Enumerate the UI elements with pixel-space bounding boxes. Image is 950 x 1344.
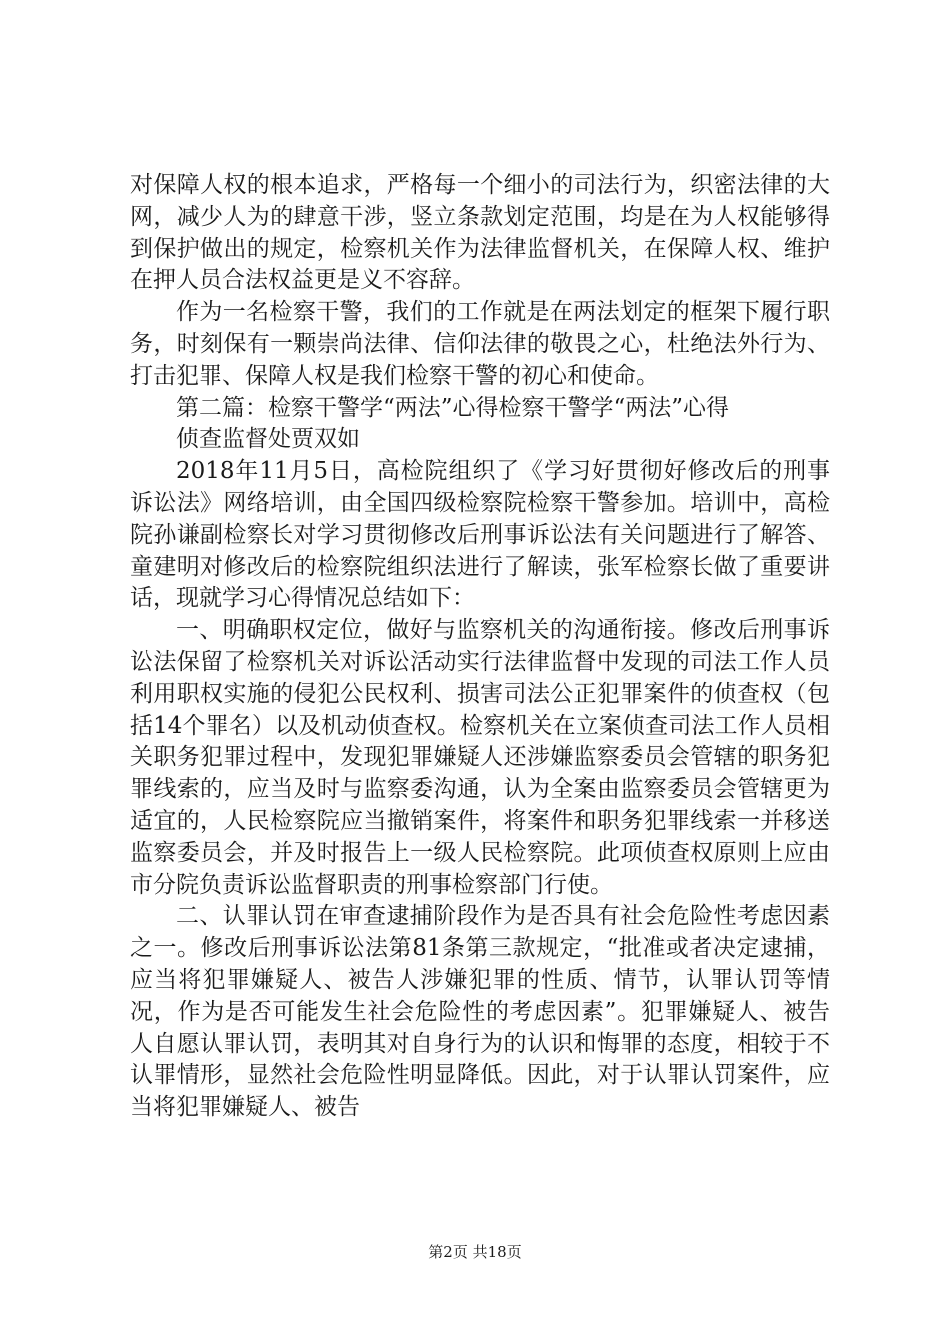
paragraph-continuation: 对保障人权的根本追求，严格每一个细小的司法行为，织密法律的大网，减少人为的肆意干涉，竖立条款划定范围，均是在为人权能够得到保护做出的规定，检察机关作为法律监督机关，在保障人权、维护在押人员合法权益更是义不容辞。 bbox=[130, 172, 830, 294]
page-number-footer: 第2页 共18页 bbox=[428, 1243, 522, 1261]
paragraph-training: 2018年11月5日，高检院组织了《学习好贯彻好修改后的刑事诉讼法》网络培训，由全国四级检察院检察干警参加。培训中，高检院孙谦副检察长对学习贯彻修改后刑事诉讼法有关问题进行了解答、童建明对修改后的检察院组织法进行了解读，张军检察长做了重要讲话，现就学习心得情况总结如下： bbox=[130, 458, 830, 612]
paragraph-point-one: 一、明确职权定位，做好与监察机关的沟通衔接。修改后刑事诉讼法保留了检察机关对诉讼活动实行法律监督中发现的司法工作人员利用职权实施的侵犯公民权利、损害司法公正犯罪案件的侦查权（包括14个罪名）以及机动侦查权。检察机关在立案侦查司法工作人员相关职务犯罪过程中，发现犯罪嫌疑人还涉嫌监察委员会管辖的职务犯罪线索的，应当及时与监察委沟通，认为全案由监察委员会管辖更为适宜的，人民检察院应当撤销案件，将案件和职务犯罪线索一并移送监察委员会，并及时报告上一级人民检察院。此项侦查权原则上应由市分院负责诉讼监督职责的刑事检察部门行使。 bbox=[130, 617, 830, 898]
document-body bbox=[130, 170, 830, 1124]
paragraph-point-two: 二、认罪认罚在审查逮捕阶段作为是否具有社会危险性考虑因素之一。修改后刑事诉讼法第81条第三款规定，“批准或者决定逮捕，应当将犯罪嫌疑人、被告人涉嫌犯罪的性质、情节，认罪认罚等情况，作为是否可能发生社会危险性的考虑因素”。犯罪嫌疑人、被告人自愿认罪认罚，表明其对自身行为的认识和悔罪的态度，相较于不认罪情形，显然社会危险性明显降低。因此，对于认罪认罚案件，应当将犯罪嫌疑人、被告 bbox=[130, 903, 830, 1121]
section-heading: 第二篇：检察干警学“两法”心得检察干警学“两法”心得 bbox=[176, 394, 730, 421]
author-line: 侦查监督处贾双如 bbox=[176, 426, 360, 453]
paragraph-duty: 作为一名检察干警，我们的工作就是在两法划定的框架下履行职务，时刻保有一颗崇尚法律、信仰法律的敬畏之心，杜绝法外行为、打击犯罪、保障人权是我们检察干警的初心和使命。 bbox=[130, 299, 830, 389]
